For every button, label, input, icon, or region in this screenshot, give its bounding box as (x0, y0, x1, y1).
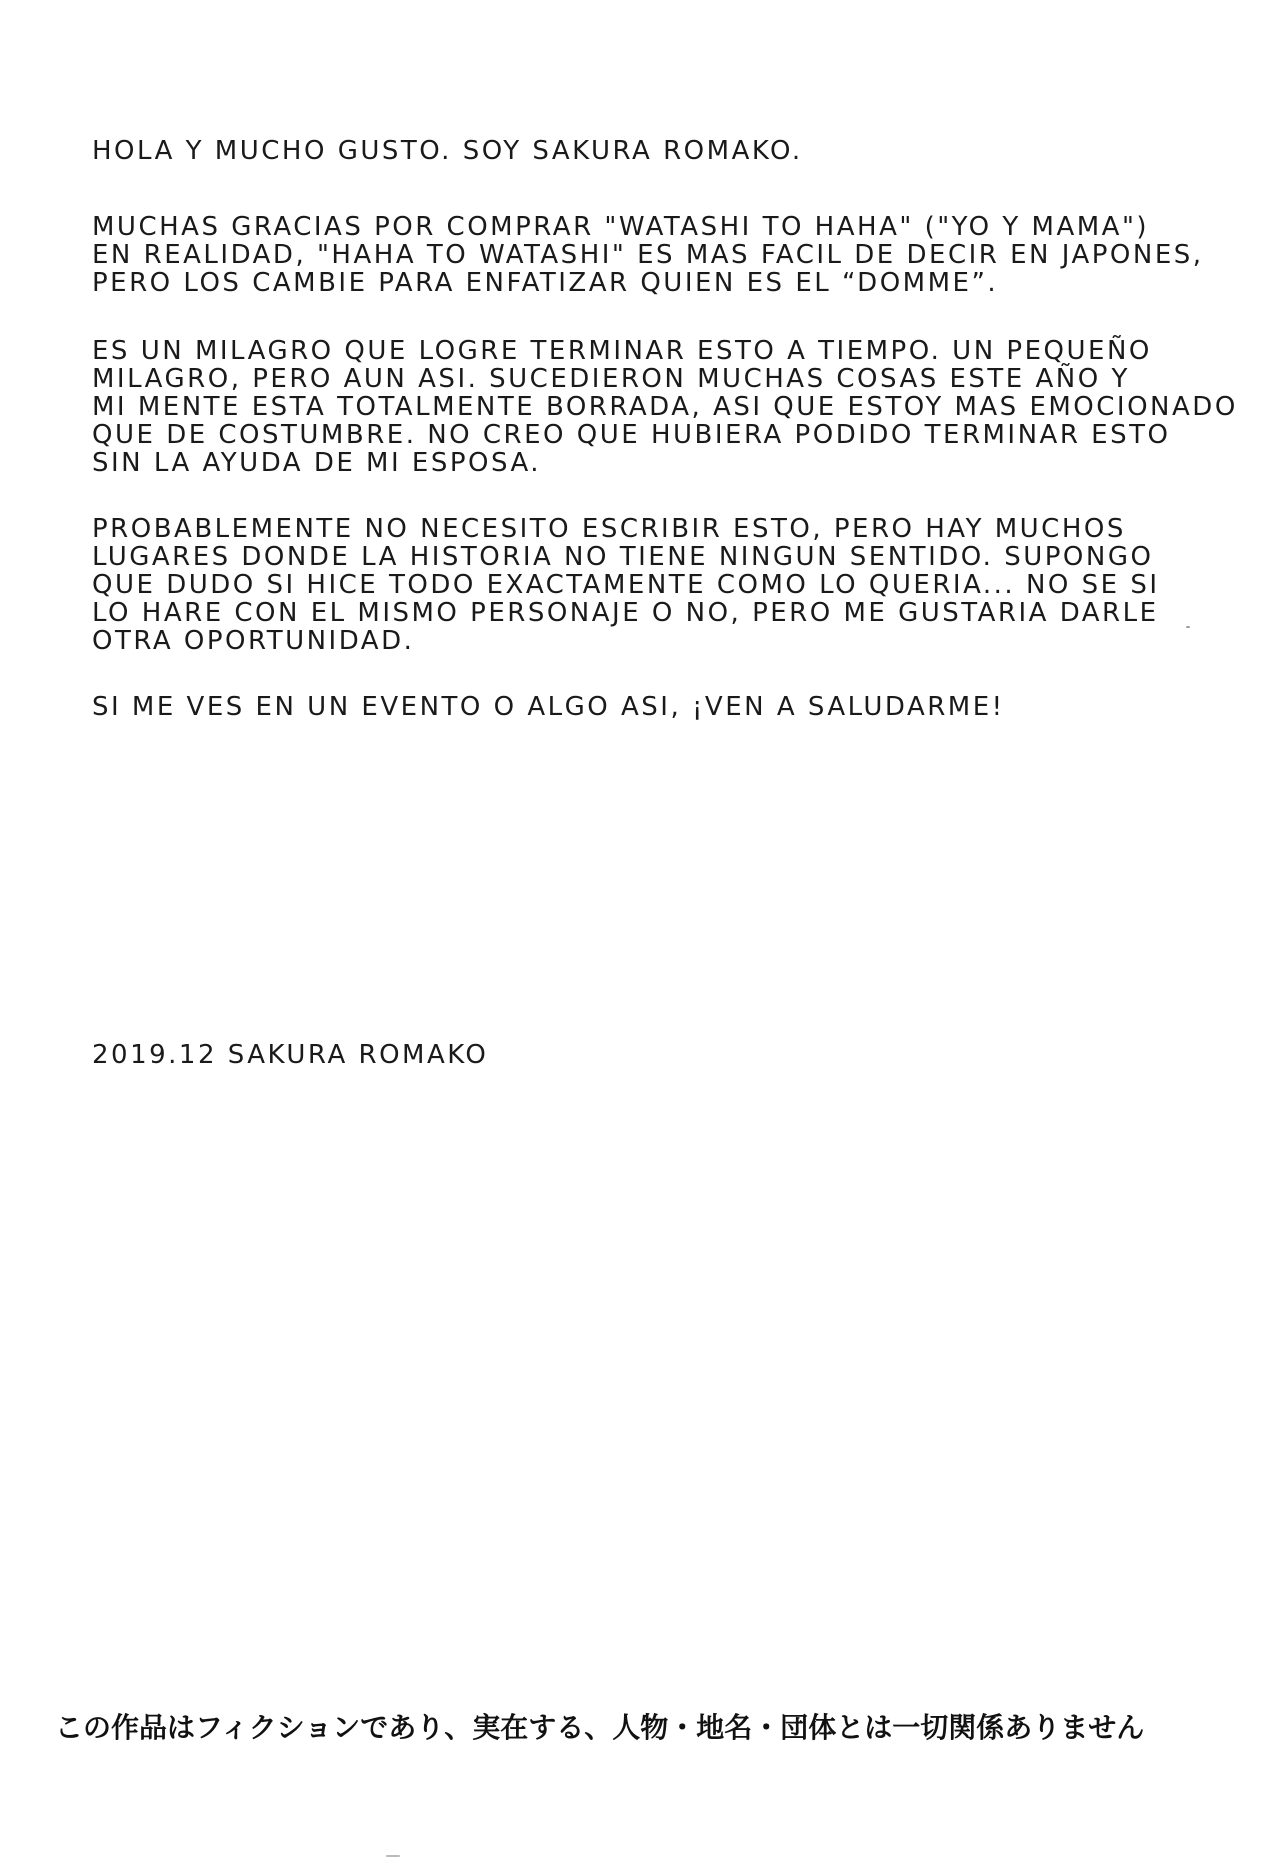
paragraph1-line-2: EN REALIDAD, "HAHA TO WATASHI" ES MAS FACIL DE DECIR EN JAPONES, (92, 240, 1204, 270)
paragraph1-line-3: PERO LOS CAMBIE PARA ENFATIZAR QUIEN ES EL “DOMME”. (92, 268, 999, 298)
paragraph2-line-1: ES UN MILAGRO QUE LOGRE TERMINAR ESTO A TIEMPO. UN PEQUEÑO (92, 336, 1152, 366)
scan-mark (386, 1855, 400, 1857)
paragraph3-line-3: QUE DUDO SI HICE TODO EXACTAMENTE COMO LO QUERIA... NO SE SI (92, 570, 1160, 600)
paragraph3-line-5: OTRA OPORTUNIDAD. (92, 626, 415, 656)
paragraph3-line-1: PROBABLEMENTE NO NECESITO ESCRIBIR ESTO, PERO HAY MUCHOS (92, 514, 1126, 544)
greeting-line: HOLA Y MUCHO GUSTO. SOY SAKURA ROMAKO. (92, 136, 803, 166)
scan-speck (1186, 626, 1190, 628)
paragraph1-line-1: MUCHAS GRACIAS POR COMPRAR "WATASHI TO HAHA" ("YO Y MAMA") (92, 212, 1150, 242)
paragraph2-line-4: QUE DE COSTUMBRE. NO CREO QUE HUBIERA PODIDO TERMINAR ESTO (92, 420, 1171, 450)
paragraph3-line-4: LO HARE CON EL MISMO PERSONAJE O NO, PERO ME GUSTARIA DARLE (92, 598, 1159, 628)
paragraph2-line-2: MILAGRO, PERO AUN ASI. SUCEDIERON MUCHAS COSAS ESTE AÑO Y (92, 364, 1130, 394)
signature-date: 2019.12 SAKURA ROMAKO (92, 1040, 489, 1070)
closing-line: SI ME VES EN UN EVENTO O ALGO ASI, ¡VEN A SALUDARME! (92, 692, 1005, 722)
paragraph2-line-3: MI MENTE ESTA TOTALMENTE BORRADA, ASI QUE ESTOY MAS EMOCIONADO (92, 392, 1238, 422)
fiction-disclaimer: この作品はフィクションであり、実在する、人物・地名・団体とは一切関係ありません (55, 1711, 1145, 1744)
paragraph2-line-5: SIN LA AYUDA DE MI ESPOSA. (92, 448, 542, 478)
paragraph3-line-2: LUGARES DONDE LA HISTORIA NO TIENE NINGUN SENTIDO. SUPONGO (92, 542, 1154, 572)
